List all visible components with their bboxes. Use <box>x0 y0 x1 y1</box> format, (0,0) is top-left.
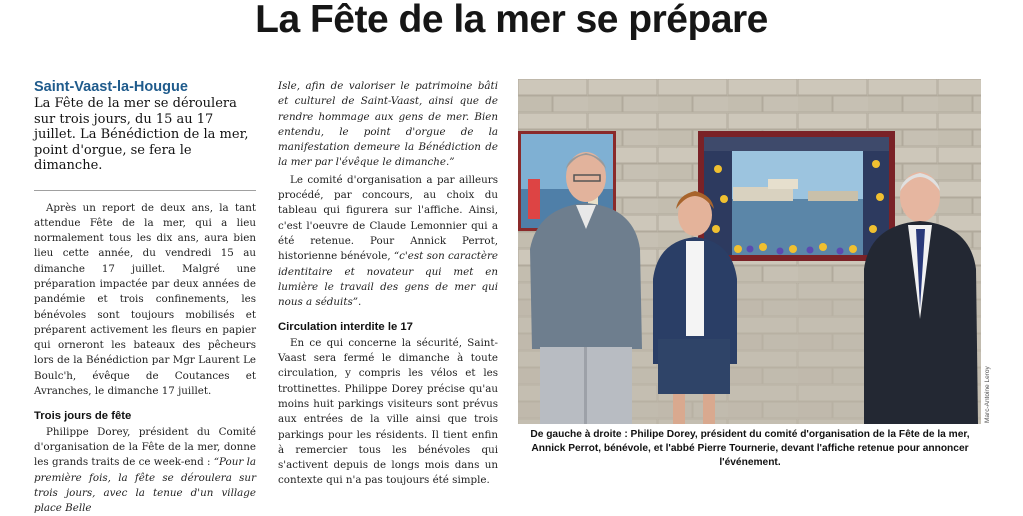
paragraph <box>34 425 256 516</box>
lead-paragraph: La Fête de la mer se déroulera sur trois jours, du 15 au 17 juillet. La Bénédiction de la mer, point d'orgue, se fera le dimanche. <box>34 96 256 174</box>
photo-credit: Marc-Antoine Leroy <box>984 366 991 423</box>
quote: “c'est son caractère identitaire et novateur qui met en lumière le travail des gens de mer qui nous a séduits”. <box>278 250 498 308</box>
paragraph: En ce qui concerne la sécurité, Saint-Vaast sera fermé le dimanche à toute circulation, y compris les vélos et les trottinettes. Philippe Dorey précise qu'au moins huit parkings visiteurs sont prévus aux entrées de la ville ainsi que trois parkings pour les résidents. Il tient enfin à remercier tous les bénévoles qui s'activent depuis de longs mois dans un contexte qui n'a pas toujours été simple. <box>278 336 498 489</box>
column-1 <box>34 79 256 516</box>
photo <box>518 79 981 424</box>
divider <box>34 190 256 191</box>
headline: La Fête de la mer se prépare <box>0 0 1023 42</box>
article-body-2 <box>278 79 498 489</box>
subheading: Trois jours de fête <box>34 409 256 424</box>
main-poster <box>698 131 895 261</box>
column-2 <box>278 79 498 489</box>
location-label: Saint-Vaast-la-Hougue <box>34 79 256 95</box>
text: Le comité d'organisation a par ailleurs procédé, par concours, au choix du tableau qui figurera sur l'affiche. Ainsi, c'est l'oeuvre de Claude Lemonnier qui a été retenue. Pour Annick Perrot, historienne bénévole, <box>278 174 498 262</box>
paragraph <box>278 173 498 311</box>
paragraph: Après un report de deux ans, la tant attendue Fête de la mer, qui a lieu normalement tous les dix ans, aura bien lieu cette année, du vendredi 15 au dimanche 17 juillet. Malgré une préparation impactée par deux années de pandémie et trois confinements, les bénévoles sont toujours mobilisés et préparent activement les fleurs en papier qui orneront les bateaux des pêcheurs lors de la Bénédiction par Mgr Laurent Le Boulc'h, évêque de Coutances et Avranches, le dimanche 17 juillet. <box>34 201 256 400</box>
photo-caption: De gauche à droite : Philipe Dorey, président du comité d'organisation de la Fête de la mer, Annick Perrot, bénévole, et l'abbé Pierre Tournerie, devant l'affiche retenue pour annoncer l'événement. <box>520 428 980 470</box>
photo-illustration <box>518 79 981 424</box>
quote-continuation: Isle, afin de valoriser le patrimoine bâti et culturel de Saint-Vaast, ainsi que de rendre hommage aux gens de mer. Bien entendu, le point d'orgue de la manifestation demeure la Bénédiction de la mer par l'évêque le dimanche.” <box>278 79 498 171</box>
quote: “Pour la première fois, la fête se déroulera sur trois jours, avec la tenue d'un village place Belle <box>34 456 256 514</box>
subheading: Circulation interdite le 17 <box>278 320 498 335</box>
text: Philippe Dorey, président du Comité d'organisation de la Fête de la mer, donne les grands traits de ce week-end : <box>34 426 256 469</box>
